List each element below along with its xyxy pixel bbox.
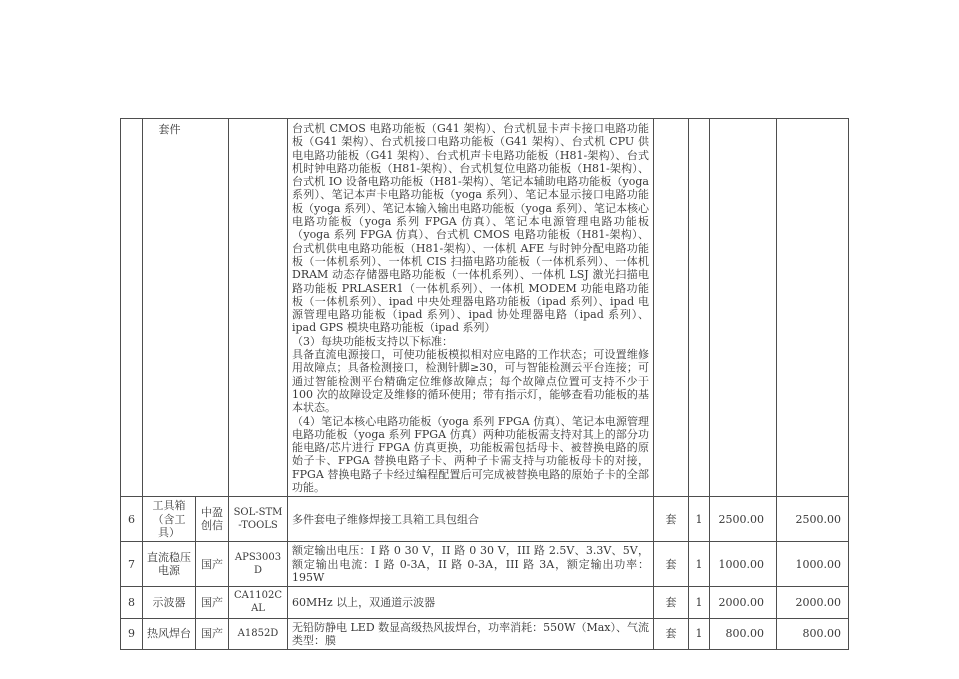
cell-qty	[689, 119, 710, 497]
cell-qty: 1	[689, 618, 710, 650]
cell-total-price: 800.00	[777, 618, 849, 650]
cell-unit	[654, 119, 689, 497]
table-row	[121, 618, 849, 650]
cell-qty: 1	[689, 587, 710, 619]
cell-no: 7	[121, 542, 143, 587]
cell-name: 热风焊台	[143, 618, 196, 650]
cell-total-price	[777, 119, 849, 497]
equipment-table	[120, 118, 849, 650]
cell-description: 60MHz 以上，双通道示波器	[288, 587, 654, 619]
cell-model: SOL-STM-TOOLS	[229, 497, 288, 542]
description-paragraph: （3）每块功能板支持以下标准：	[292, 334, 453, 348]
cell-model: CA1102CAL	[229, 587, 288, 619]
cell-unit-price	[710, 119, 777, 497]
cell-no: 8	[121, 587, 143, 619]
cell-name: 直流稳压电源	[143, 542, 196, 587]
cell-description	[288, 119, 654, 497]
cell-description: 无铅防静电 LED 数显高级热风拔焊台，功率消耗：550W（Max）、气流类型：膜	[288, 618, 654, 650]
cell-name: 套件	[143, 119, 229, 497]
cell-model: A1852D	[229, 618, 288, 650]
cell-unit: 套	[654, 542, 689, 587]
cell-name: 工具箱（含工具）	[143, 497, 196, 542]
cell-model	[229, 119, 288, 497]
cell-no: 6	[121, 497, 143, 542]
cell-brand: 国产	[196, 618, 229, 650]
cell-no	[121, 119, 143, 497]
table-row	[121, 587, 849, 619]
cell-unit-price: 1000.00	[710, 542, 777, 587]
cell-unit: 套	[654, 497, 689, 542]
table-row	[121, 542, 849, 587]
cell-description: 多件套电子维修焊接工具箱工具包组合	[288, 497, 654, 542]
cell-model: APS3003D	[229, 542, 288, 587]
cell-unit-price: 2500.00	[710, 497, 777, 542]
cell-description: 额定输出电压：I 路 0 30 V，II 路 0 30 V，III 路 2.5V、3.3V、5V，额定输出电流：I 路 0-3A，II 路 0-3A，III 路 3A，额定输出功率：195W	[288, 542, 654, 587]
table-row	[121, 497, 849, 542]
cell-total-price: 1000.00	[777, 542, 849, 587]
cell-name: 示波器	[143, 587, 196, 619]
table-row-suite	[121, 119, 849, 497]
cell-unit: 套	[654, 618, 689, 650]
description-paragraph: 台式机 CMOS 电路功能板（G41 架构）、台式机显卡声卡接口电路功能板（G41 架构）、台式机接口电路功能板（G41 架构）、台式机 CPU 供电电路功能板（G41 架构）、台式机声卡电路功能板（H81-架构）、台式机时钟电路功能板（H81-架构）、台式机复位电路功能板（H81-架构）、台式机 IO 设备电路功能板（H81-架构）、笔记本辅助电路功能板（yoga 系列）、笔记本声卡电路功能板（yoga 系列）、笔记本显示接口电路功能板（yoga 系列）、笔记本输入输出电路功能板（yoga 系列）、笔记本核心电路功能板（yoga 系列 FPGA 仿真）、笔记本电源管理电路功能板（yoga 系列 FPGA 仿真）、台式机 CMOS 电路功能板（H81-架构）、台式机供电电路功能板（H81-架构）、一体机 AFE 与时钟分配电路功能板（一体机系列）、一体机 CIS 扫描电路功能板（一体机系列）、一体机 DRAM 动态存储器电路功能板（一体机系列）、一体机 LSJ 激光扫描电路功能板 PRLASER1（一体机系列）、一体机 MODEM 功能电路功能板（一体机系列）、ipad 中央处理器电路功能板（ipad 系列）、ipad 电源管理电路功能板（ipad 系列）、ipad 协处理器电路（ipad 系列）、ipad GPS 模块电路功能板（ipad 系列）	[292, 122, 649, 335]
description-paragraph: （4）笔记本核心电路功能板（yoga 系列 FPGA 仿真）、笔记本电源管理电路功能板（yoga 系列 FPGA 仿真）两种功能板需支持对其上的部分功能电路/芯片进行 FPGA 仿真更换，功能板需包括母卡、被替换电路的原始子卡、FPGA 替换电路子卡、两种子卡需支持与功能板母卡的对接，FPGA 替换电路子卡经过编程配置后可完成被替换电路的原始子卡的全部功能。	[292, 414, 649, 495]
cell-total-price: 2500.00	[777, 497, 849, 542]
description-paragraph: 具备直流电源接口，可使功能板模拟相对应电路的工作状态；可设置维修用故障点；具备检测接口，检测针脚≥30，可与智能检测云平台连接；可通过智能检测平台精确定位维修故障点；每个故障点位置可支持不少于 100 次的故障设定及维修的循环使用；带有指示灯，能够查看功能板的基本状态。	[292, 348, 649, 415]
cell-brand: 中盈创信	[196, 497, 229, 542]
cell-unit: 套	[654, 587, 689, 619]
cell-no: 9	[121, 618, 143, 650]
cell-total-price: 2000.00	[777, 587, 849, 619]
cell-brand: 国产	[196, 542, 229, 587]
cell-unit-price: 2000.00	[710, 587, 777, 619]
cell-brand: 国产	[196, 587, 229, 619]
cell-qty: 1	[689, 542, 710, 587]
cell-unit-price: 800.00	[710, 618, 777, 650]
cell-qty: 1	[689, 497, 710, 542]
